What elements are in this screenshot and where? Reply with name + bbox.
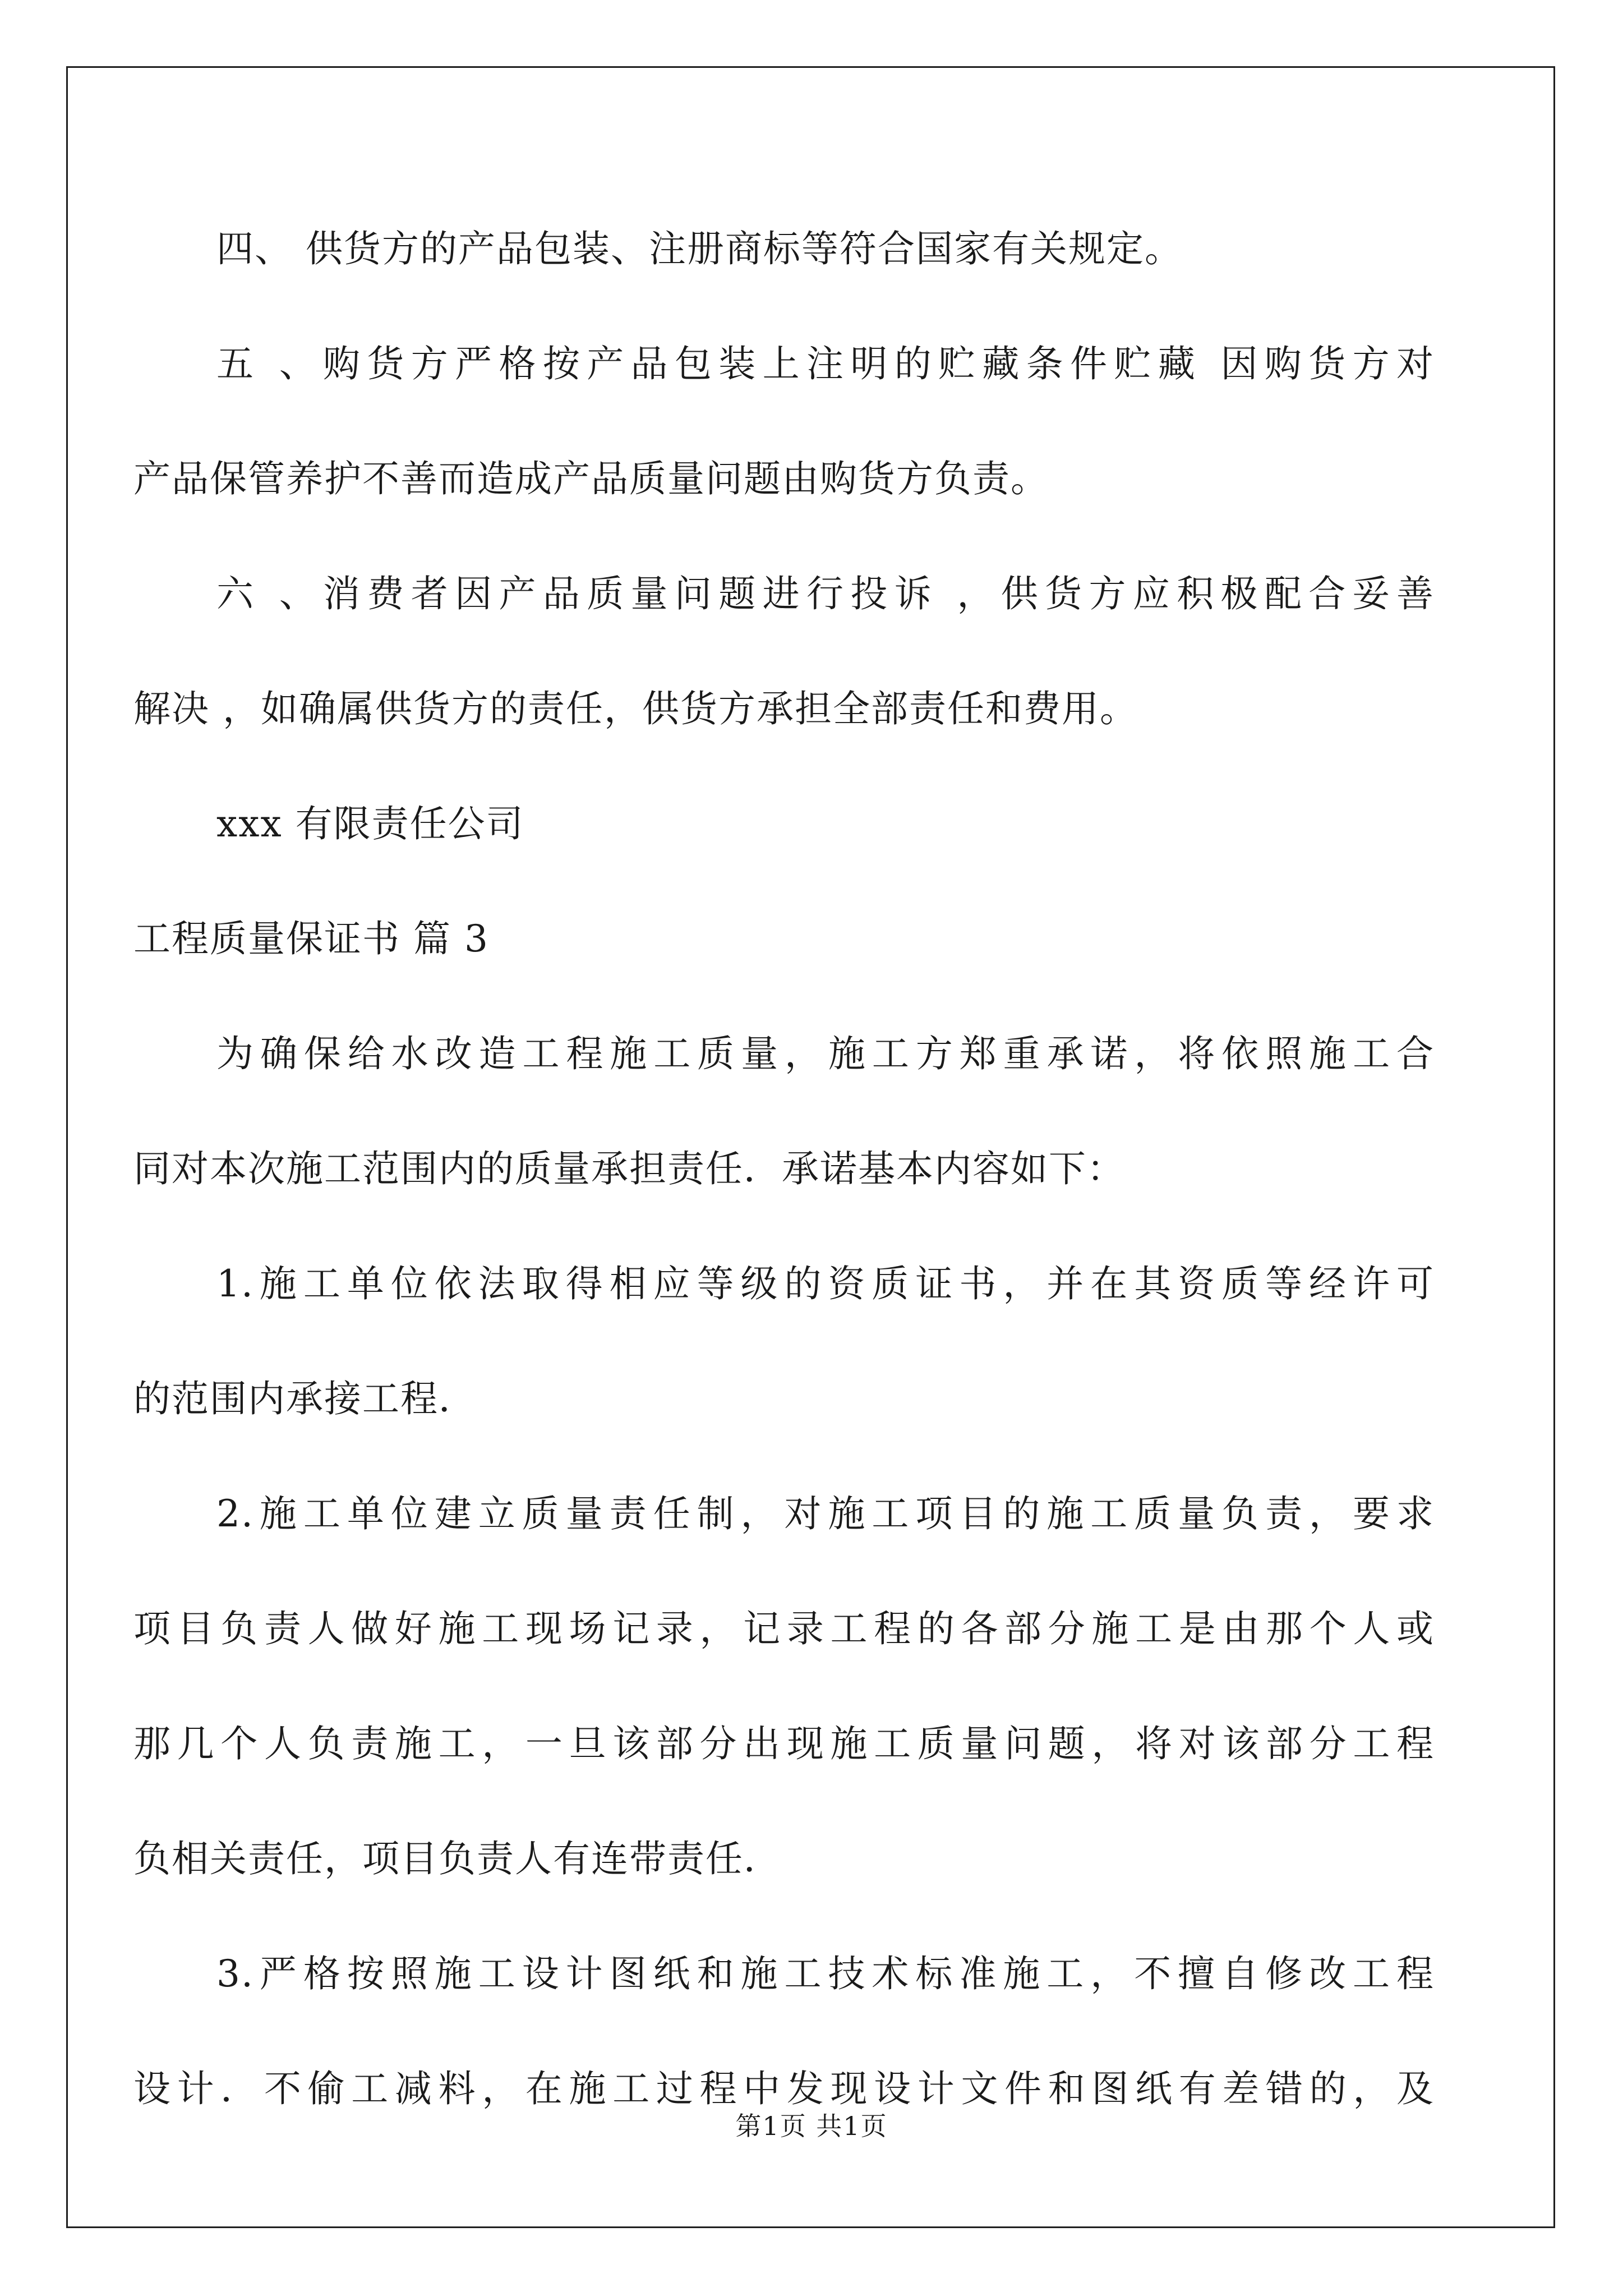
page-number-footer: 第1页 共1页 xyxy=(735,2111,888,2141)
intro-line-1: 为确保给水改造工程施工质量，施工方郑重承诺，将依照施工合 xyxy=(216,1032,1435,1075)
intro-line-2: 同对本次施工范围内的质量承担责任．承诺基本内容如下： xyxy=(133,1147,1125,1190)
clause-6-line-2: 解决 ，如确属供货方的责任，供货方承担全部责任和费用。 xyxy=(133,687,1138,730)
item-2-line-3: 那几个人负责施工，一旦该部分出现施工质量问题，将对该部分工程 xyxy=(133,1722,1435,1765)
company-name: xxx 有限责任公司 xyxy=(216,802,524,845)
item-1-line-1: 1.施工单位依法取得相应等级的资质证书，并在其资质等经许可 xyxy=(216,1262,1435,1305)
clause-5-line-1: 五 、购货方严格按产品包装上注明的贮藏条件贮藏 因购货方对 xyxy=(216,342,1435,385)
item-2-line-4: 负相关责任，项目负责人有连带责任． xyxy=(133,1837,782,1880)
item-3-line-2: 设计．不偷工减料，在施工过程中发现设计文件和图纸有差错的，及 xyxy=(133,2067,1435,2110)
section-heading: 工程质量保证书 篇 3 xyxy=(133,917,489,960)
item-2-line-2: 项目负责人做好施工现场记录，记录工程的各部分施工是由那个人或 xyxy=(133,1607,1435,1650)
clause-5-line-2: 产品保管养护不善而造成产品质量问题由购货方负责。 xyxy=(133,457,1049,500)
clause-6-line-1: 六 、消费者因产品质量问题进行投诉 ，供货方应积极配合妥善 xyxy=(216,572,1435,615)
clause-4-line: 四、 供货方的产品包装、注册商标等符合国家有关规定。 xyxy=(216,227,1183,270)
item-3-line-1: 3.严格按照施工设计图纸和施工技术标准施工，不擅自修改工程 xyxy=(216,1952,1435,1995)
item-1-line-2: 的范围内承接工程． xyxy=(133,1377,477,1420)
item-2-line-1: 2.施工单位建立质量责任制，对施工项目的施工质量负责，要求 xyxy=(216,1492,1435,1535)
